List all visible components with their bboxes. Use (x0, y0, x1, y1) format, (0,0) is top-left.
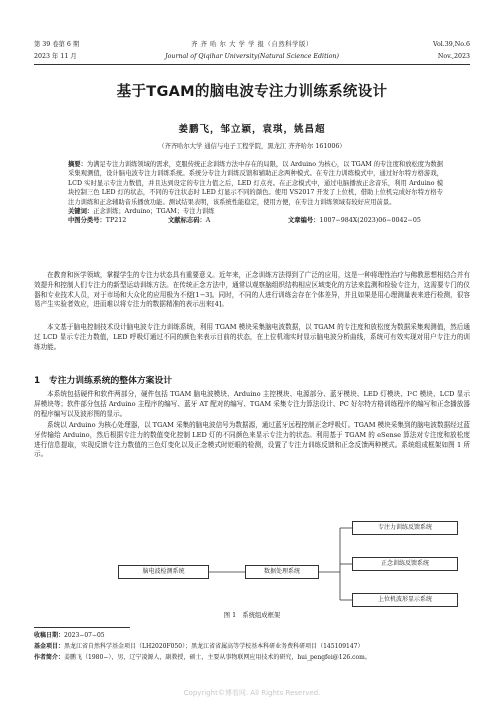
paper-title: 基于TGAM的脑电波专注力训练系统设计 (116, 84, 388, 100)
eeg-detection-box: 脑电波检测系统 (118, 565, 209, 579)
journal-month: Nov.,2023 (437, 53, 470, 60)
journal-date: 2023 年 11 月 (34, 53, 77, 60)
header-rule (34, 64, 470, 65)
journal-issue: 第 39 卷第 6 期 (34, 41, 80, 48)
keywords-label: 关键词： (68, 208, 94, 216)
journal-volume: Vol.39,No.6 (433, 41, 470, 48)
intro-paragraph-2: 本文基于脑电控制技术设计脑电波专注力训练系统，利用 TGAM 模块采集脑电波数据，以 TGAM 的专注度和放松度为数据采集观测值，然后通过 LCD 显示专注力数值，LED 呼吸灯通过不同的颜色来表示目前的状态，在上位机端实时显示脑电波分析曲线，系统可有效实现对用户专注力的训练功能。 (34, 323, 470, 351)
doc-value: A (205, 217, 211, 225)
attention-feedback-box: 专注力训练反馈系统 (352, 521, 458, 535)
section-1-paragraph-1: 本系统包括硬件和软件两部分，硬件包括 TGAM 脑电波模块、Arduino 主控模块、电源部分、蓝牙模块、LED 灯模块、I²C 模块、LCD 显示屏模块等；软件部分包括 Arduino 主程序的编写、蓝牙 AT 配对的编写、TGAM 采集专注力算法设计、PC 好尔特方格训练程序的编写和正念播放器的程序编写以及波形图的显示。 (34, 390, 470, 418)
footnote-received (34, 631, 470, 641)
journal-name-cn: 齐 齐 哈 尔 大 学 学 报（自然科学版） (191, 41, 313, 48)
paper-authors: 姜鹏飞，邹立颖，袁琪，姚昌超 (178, 124, 326, 135)
article-number (288, 216, 421, 225)
author-value: 姜鹏飞（1980−），男，辽宁凌源人，副教授，硕士，主要从事物联网应用技术的研究，hui_pengfei@126.com。 (64, 654, 371, 661)
fund-value: 黑龙江省自然科学基金项目（LH2020F050）；黑龙江省省属高等学校基本科研业务费科研项目（145109147） (64, 643, 364, 650)
mindfulness-feedback-box: 正念训练反馈系统 (352, 557, 458, 571)
fund-label: 基金项目： (34, 643, 65, 650)
footnote-rule (34, 627, 130, 628)
footnote-fund (34, 642, 470, 652)
doc-label: 文献标志码： (168, 217, 206, 225)
clc-number (68, 216, 168, 225)
intro-paragraph-1: 在教育和医学领域，掌握学生的专注力状态具有重要意义。近年来，正念训练方法得到了广泛的应用，这是一种将理性治疗与佛教思想相结合并有效提升和控制人们专注力的新型运动训练方法。在传统正念方法中，通常以观察脑组织结构相应区域变化的方法来监测和检验专注力，这需要专门的仪器和专业技术人员，对于市场和大众化的应用极为不便[1−3]。同时，不同的人进行训练会存在个体差异，并且如果是用心理测量表来进行检测，很容易产生实验者效应，进而难以将专注力的数据精准的表示出来[4]。 (34, 271, 470, 309)
keywords (68, 207, 443, 216)
section-1-paragraph-2: 系统以 Arduino 为核心处理器，以 TGAM 采集的脑电波信号为数据源，通过蓝牙远程控制正念呼吸灯。TGAM 模块采集到的脑电波数据经过蓝牙传输给 Arduino，然后根据专注力的数值变化控制 LED 灯的不同颜色来显示专注力的状态。利用基于 TGAM 的 eSense 算法对专注度和放松度进行信息提取，实现反馈专注力数值的三色灯变化以及正念模式时贬眼的检测，设置了专注力训练反馈和正念反馈两种模式。系统组成框架如图 1 所示。 (34, 421, 470, 459)
data-processing-box: 数据处理系统 (245, 565, 319, 579)
section-1-heading: 1 专注力训练系统的整体方案设计 (34, 376, 173, 386)
paper-affiliation: （齐齐哈尔大学 通信与电子工程学院，黑龙江 齐齐哈尔 161006） (158, 143, 346, 150)
article-value: 1007−984X(2023)06−0042−05 (319, 217, 421, 225)
journal-name-en: Journal of Qiqihar University(Natural Science Edition) (165, 53, 339, 60)
classification-row (68, 216, 443, 225)
received-label: 收稿日期： (34, 632, 65, 639)
figure-1-caption: 图 1 系统组成框架 (223, 612, 281, 619)
pc-waveform-box: 上位机波形显示系统 (352, 593, 458, 607)
abstract-label: 摘要： (68, 161, 87, 168)
abstract-block (68, 160, 443, 226)
clc-label: 中图分类号： (68, 217, 106, 225)
author-label: 作者简介： (34, 654, 65, 661)
footnote-author (34, 653, 470, 663)
copyright-watermark: Copyright©博看网. All Rights Reserved. (183, 689, 321, 697)
abstract-text: 为满足专注力训练领域的需求，克服传统正念训练方法中存在的局限，以 Arduino 为核心，以 TGAM 的专注度和放松度为数据采集观测值，设计脑电波专注力训练系统。系统分专注力训练反馈和辅助正念两种模式。在专注力训练模式中，通过好尔特方格游戏，LCD 实时显示专注力数值，并且达到设定的专注力值之后，LED 灯点亮。在正念模式中，通过电脑播放正念音乐，利用 Arduino 模块控制三色 LED 灯的状态，不同的专注状态时 LED 灯显示不同的颜色。使用 VS2017 开发了上位机，借助上位机完成好尔特方格专注力训练和正念辅助音乐播放功能。测试结果表明，该系统性能稳定，使用方便，在专注力训练领域有较好应用前景。 (68, 161, 443, 206)
received-value: 2023−07−05 (64, 632, 105, 639)
article-label: 文章编号： (288, 217, 320, 225)
keywords-text: 正念训练；Arduino；TGAM；专注力训练 (93, 208, 215, 216)
clc-value: TP212 (105, 217, 127, 225)
abstract (68, 160, 443, 207)
figure-1 (0, 504, 504, 609)
document-code (168, 216, 288, 225)
